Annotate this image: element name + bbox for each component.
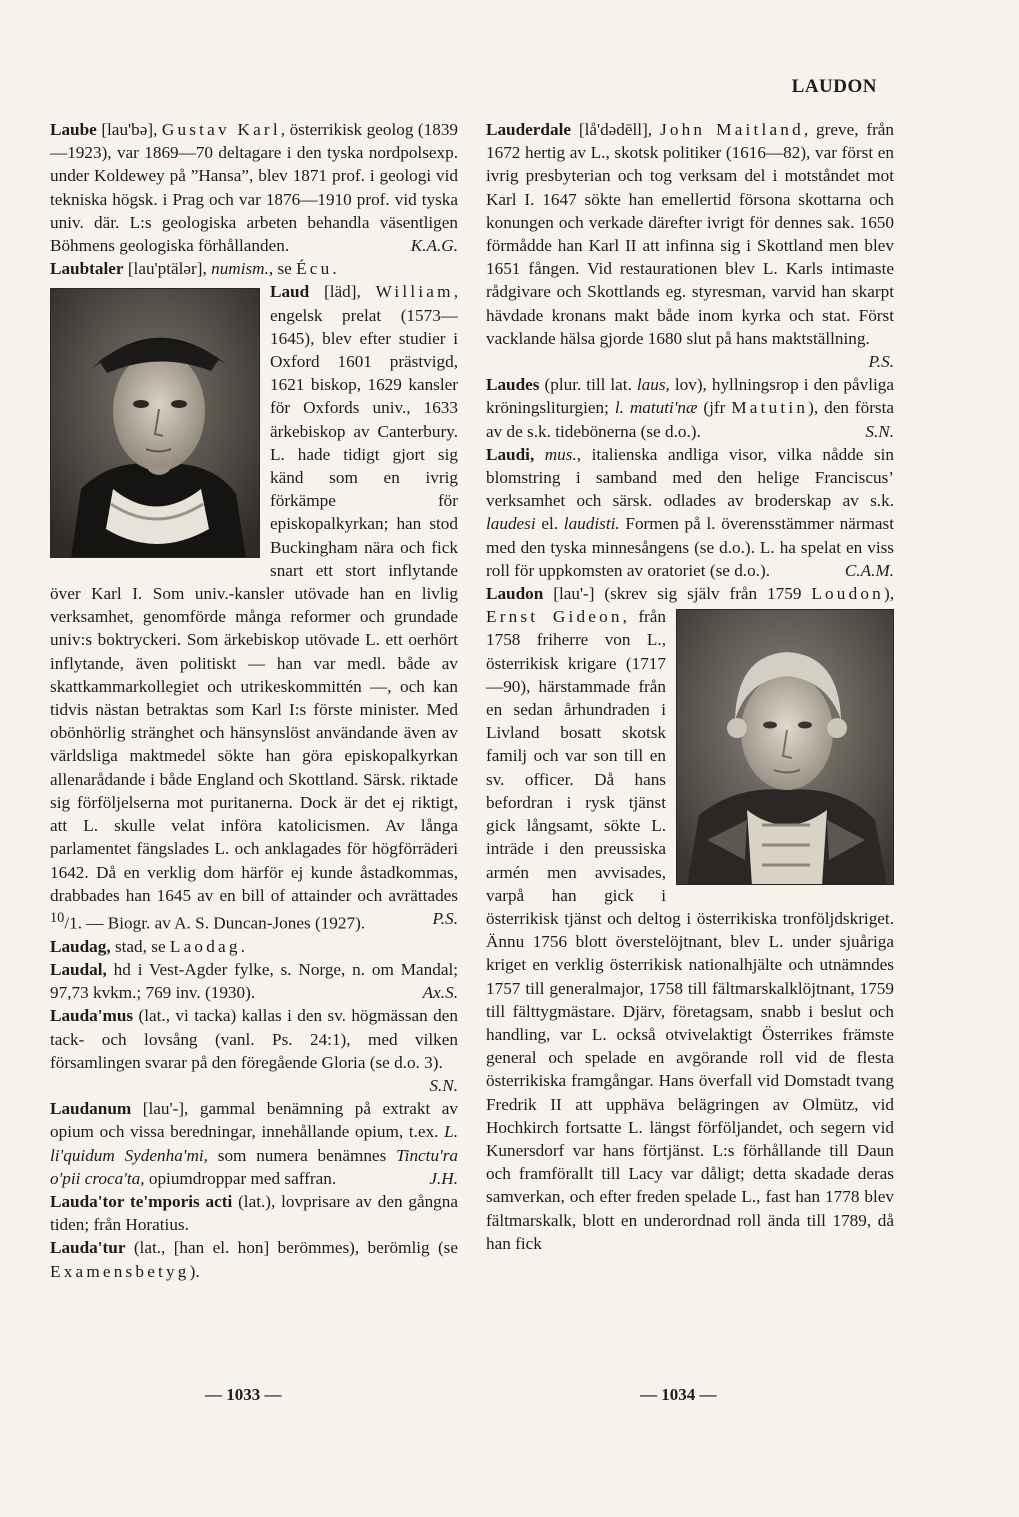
signature: S.N.	[429, 1076, 458, 1096]
entry-laubtaler	[50, 257, 458, 280]
entry-text-3: opiumdroppar med saffran.	[144, 1168, 337, 1188]
entry-text: (lat., [han el. hon] berömmes), berömlig (se	[125, 1238, 458, 1258]
entry-text: (lat., vi tacka) kallas i den sv. högmässan den tack- och lovsång (vanl. Ps. 24:1), med vilken församlingen svarar på den föregående Gloria (se d.o. 3).	[50, 1006, 458, 1072]
entry-text-2: , från 1758 friherre von L., österrikisk krigare (1717—90), härstammade från en sedan århundraden i Livland bosatt skotsk familj och var son till en sv. officer. Då hans befordran i rysk tjänst gick långsamt, sökte L. inträde i den preussiska armén men avvisades, varpå han gick i österrikisk tjänst och deltog i österrikiska tronföljdskriget. Ännu 1756 blott överstelöjtnant, blev L. under sjuåriga kriget en verklig österrikisk nationalhjälte och utnämndes 1757 till generalmajor, 1758 till fältmarskalklöjtnant, 1759 till fälttygmästare. Djärv, företagsam, snabb i beslut och handling, var L. också otvivelaktigt Österrikes främste general och spelade en avgörande roll vid de flesta österrikiska framgångar. Hans överfall vid Domstadt tvang Fredrik II att upphäva belägringen av Olmütz, vid Hochkirch fortsatte L. längst förföljandet, och segern vid Kunersdorf var hans förtjänst. L:s förhållande till Daun och framförallt till Lacy var dåligt; detta skadade deras samverkan, och efter freden spelade L., fast han 1778 blev fältmarskalk, blott en underordnad roll ända till 1789, då han fick	[486, 607, 894, 1253]
entry-laube	[50, 118, 458, 257]
entry-laudanum	[50, 1097, 458, 1190]
latin-term: L. li'quidum Sydenha'mi,	[50, 1122, 458, 1165]
entry-text-2: — Biogr. av A. S. Duncan-Jones (1927).	[82, 913, 366, 933]
headword: Laudon	[486, 584, 544, 604]
signature: K.A.G.	[410, 236, 458, 256]
latin-term: laus,	[636, 375, 670, 395]
entry-text-4: ), den första av de s.k. tidebönerna (se d.o.).	[486, 398, 895, 441]
entry-laudon	[486, 582, 894, 1255]
person-name: Ernst Gideon	[486, 607, 623, 627]
entry-laudag	[50, 935, 458, 958]
entry-text-1b: ),	[883, 584, 895, 604]
pronunciation: [lau'ptälər],	[127, 259, 207, 279]
headword: Laudi,	[486, 444, 535, 464]
cross-reference: Écu.	[296, 259, 340, 279]
pronunciation: [lau'bə],	[101, 120, 158, 139]
entry-text: (lat.), lovprisare av den gångna tiden; från Horatius.	[50, 1192, 458, 1235]
signature: P.S.	[868, 352, 894, 372]
person-name: John Maitland	[659, 120, 804, 139]
cross-reference: Laodag.	[169, 936, 249, 956]
latin-term-2: laudisti.	[563, 514, 620, 534]
entry-text: , österrikisk geolog (1839—1923), var 1869—70 deltagare i den tyska nordpolsexp. under Koldewey på ”Hansa”, blev 1871 prof. i geologi vid tekniska högsk. i Prag och var 1876—1910 prof. vid tyska univ. där. L:s geologiska arbeten behandla väsentligen Böhmens geologiska förhållanden.	[50, 120, 459, 256]
right-column	[486, 118, 894, 1255]
pronunciation: [lå'dədēll],	[578, 120, 653, 139]
cross-reference: Matutin	[731, 398, 809, 418]
pronunciation: [lau'-]	[553, 584, 595, 604]
pronunciation: [läd],	[324, 282, 361, 302]
signature: C.A.M.	[844, 560, 894, 580]
person-name: William	[375, 282, 454, 302]
signature: S.N.	[865, 421, 894, 441]
headword: Laube	[50, 120, 97, 139]
entry-text: italienska andliga visor, vilka nådde sin blomstring i samband med den helige Franciscus’ verksamhet och särsk. odlades av broderskap av s.k.	[486, 444, 895, 511]
entry-laudamus	[50, 1004, 458, 1097]
person-name: Gustav Karl	[161, 120, 281, 139]
page-number-right: — 1034 —	[640, 1385, 717, 1404]
headword: Laud	[270, 282, 310, 302]
entry-text: gammal benämning på extrakt av opium och vissa beredningar, innehållande opium, t.ex.	[50, 1099, 459, 1142]
entry-text: , se	[268, 259, 292, 279]
latin-term-2: Tinctu'ra o'pii croca'ta,	[50, 1145, 458, 1188]
entry-text-3: (jfr	[697, 398, 726, 418]
entry-text-2: el.	[535, 514, 559, 534]
headword: Laudanum	[50, 1099, 132, 1119]
entry-laudes	[486, 373, 894, 443]
entry-lauderdale	[486, 118, 894, 373]
pronunciation: [lau'-],	[142, 1099, 189, 1119]
entry-text: hd i Vest-Agder fylke, s. Norge, n. om Mandal; 97,73 kvkm.; 769 inv. (1930).	[50, 960, 458, 1003]
headword: Laudag,	[50, 936, 111, 956]
entry-laud	[50, 280, 458, 934]
entry-laudatur	[50, 1236, 458, 1282]
headword: Laubtaler	[50, 259, 124, 279]
entry-text: (skrev sig själv från 1759	[594, 584, 802, 604]
entry-text: (plur. till lat.	[539, 375, 632, 395]
cross-reference: Examensbetyg	[50, 1261, 190, 1281]
entry-text-2: lov), hyllningsrop i den påvliga kröningsliturgien;	[486, 375, 894, 418]
entry-laudal	[50, 958, 458, 1004]
entry-text: , greve, från 1672 hertig av L., skotsk politiker (1616—82), var först en ivrig presbyterian och tog verksam del i motståndet mot Karl I. 1647 sökte han emellertid försona skottarna och konungen och verkade därefter ivrigt för dennes sak. 1650 förmådde han Karl II att infinna sig i Skottland men blev 1651 fången. Vid restaurationen blev L. Karls intimaste rådgivare och Skottlands eg. styresman, varvid han skarpt hävdade kronans makt både inom kyrka och stat. Först vacklande hälsa gjorde 1680 slut på hans maktställning.	[486, 120, 895, 348]
entry-text: stad, se	[110, 936, 166, 956]
entry-text-2: som numera benämnes	[207, 1145, 387, 1165]
latin-term: laudesi	[486, 514, 536, 534]
entry-text: , engelsk prelat (1573—1645), blev efter studier i Oxford 1601 prästvigd, 1621 biskop, 1629 kansler för Oxfords univ., 1633 ärkebiskop av Canterbury. L. hade tidigt gjort sig känd som en ivrig förkämpe för episkopalkyrkan; han stod Buckingham nära och fick snart ett stort inflytande över Karl I. Som univ.-kansler utövade han en livlig verksamhet, genomförde många reformer och grundade univ:s boktryckeri. Som ärkebiskop utövade L. ett oerhört inflytande, även politiskt — han var medl. både av skattkammarkollegiet och utrikeskommittén —, och kan tidvis nästan betraktas som Karl I:s förste minister. Med obönhörlig stränghet och hänsynslöst användande även av världsliga maktmedel sökte han göra episkopalkyrkan allenarådande i både England och Skottland. Särsk. riktade sig förföljelserna mot puritanerna. Dock är det ej riktigt, att L. skulle velat införa katolicismen. Av långa parlamentet fängslades L. och anklagades för högförräderi 1642. Då en verklig dom härför ej kunde åstadkommas, drabbades han 1645 av en bill of attainder och avrättades	[50, 282, 458, 905]
entry-text-2: ).	[189, 1261, 200, 1281]
signature: P.S.	[432, 908, 458, 928]
headword: Lauderdale	[486, 120, 571, 139]
headword: Laudes	[486, 375, 540, 395]
entry-text-3: Formen på l. överensstämmer närmast med den tyska minnesångens (se d.o.). L. ha spelat en viss roll för uppkomsten av oratoriet (se d.o.).	[486, 514, 895, 580]
page-number-left: — 1033 —	[205, 1385, 282, 1404]
laudon-portrait-image	[676, 609, 894, 885]
left-column	[50, 118, 458, 1283]
abbreviation: numism.	[211, 259, 269, 279]
latin-term-2: l. matuti'næ	[614, 398, 698, 418]
abbreviation: mus.,	[544, 444, 582, 464]
signature: J.H.	[429, 1168, 458, 1188]
entry-laudator	[50, 1190, 458, 1236]
headword: Lauda'mus	[50, 1006, 134, 1026]
date-sub: /1.	[64, 913, 82, 933]
date-sup: 10	[50, 909, 65, 926]
running-head: LAUDON	[791, 76, 877, 97]
headword: Lauda'tur	[50, 1238, 126, 1258]
headword: Laudal,	[50, 960, 107, 980]
entry-laudi	[486, 443, 894, 582]
laud-portrait-image	[50, 288, 260, 558]
headword: Lauda'tor te'mporis acti	[50, 1192, 233, 1212]
person-name-alt: Loudon	[811, 584, 884, 604]
signature: Ax.S.	[422, 983, 458, 1003]
